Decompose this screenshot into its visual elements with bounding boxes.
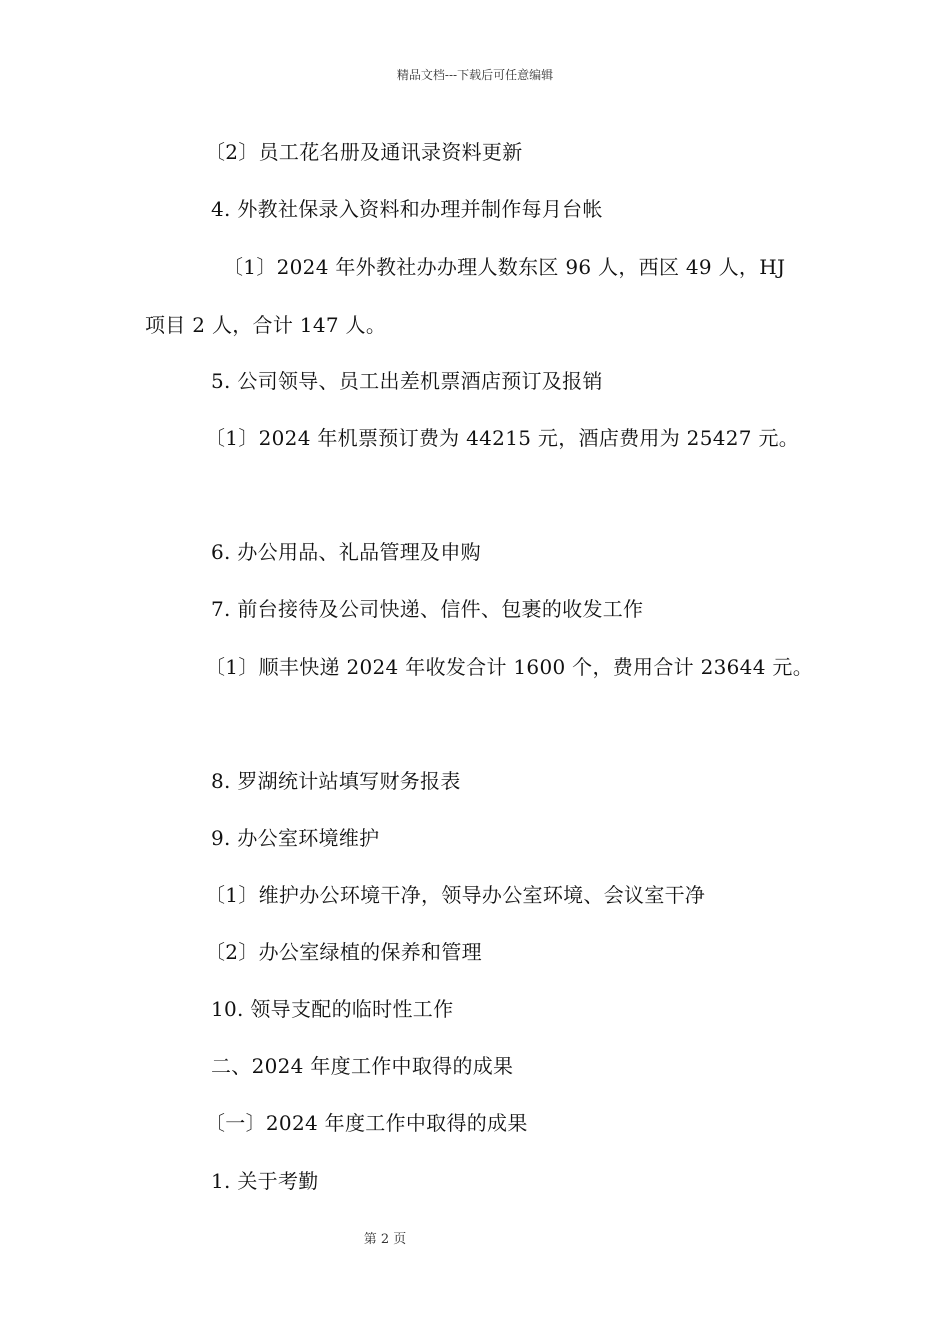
list-item: 〔1〕2024 年机票预订费为 44215 元，酒店费用为 25427 元。 bbox=[205, 426, 800, 450]
section-item: 6. 办公用品、礼品管理及申购 bbox=[211, 540, 481, 564]
list-item-continuation: 项目 2 人，合计 147 人。 bbox=[145, 313, 387, 337]
section-item: 9. 办公室环境维护 bbox=[211, 826, 380, 850]
list-item: 〔1〕2024 年外教社办办理人数东区 96 人，西区 49 人，HJ bbox=[223, 255, 786, 279]
list-item: 〔2〕办公室绿植的保养和管理 bbox=[205, 940, 482, 964]
section-item: 1. 关于考勤 bbox=[211, 1169, 319, 1193]
list-item: 〔1〕顺丰快递 2024 年收发合计 1600 个，费用合计 23644 元。 bbox=[205, 655, 813, 679]
section-item: 5. 公司领导、员工出差机票酒店预订及报销 bbox=[211, 369, 603, 393]
list-item: 〔2〕员工花名册及通讯录资料更新 bbox=[205, 140, 523, 164]
list-item: 〔1〕维护办公环境干净，领导办公室环境、会议室干净 bbox=[205, 883, 706, 907]
section-item: 8. 罗湖统计站填写财务报表 bbox=[211, 769, 461, 793]
page-number: 第 2 页 bbox=[363, 1232, 407, 1247]
section-item: 4. 外教社保录入资料和办理并制作每月台帐 bbox=[211, 197, 603, 221]
subsection-heading: 〔一〕2024 年度工作中取得的成果 bbox=[205, 1111, 528, 1135]
section-heading: 二、2024 年度工作中取得的成果 bbox=[211, 1054, 514, 1078]
section-item: 10. 领导支配的临时性工作 bbox=[211, 997, 454, 1021]
section-item: 7. 前台接待及公司快递、信件、包裹的收发工作 bbox=[211, 597, 644, 621]
page-header: 精品文档---下载后可任意编辑 bbox=[396, 68, 554, 82]
